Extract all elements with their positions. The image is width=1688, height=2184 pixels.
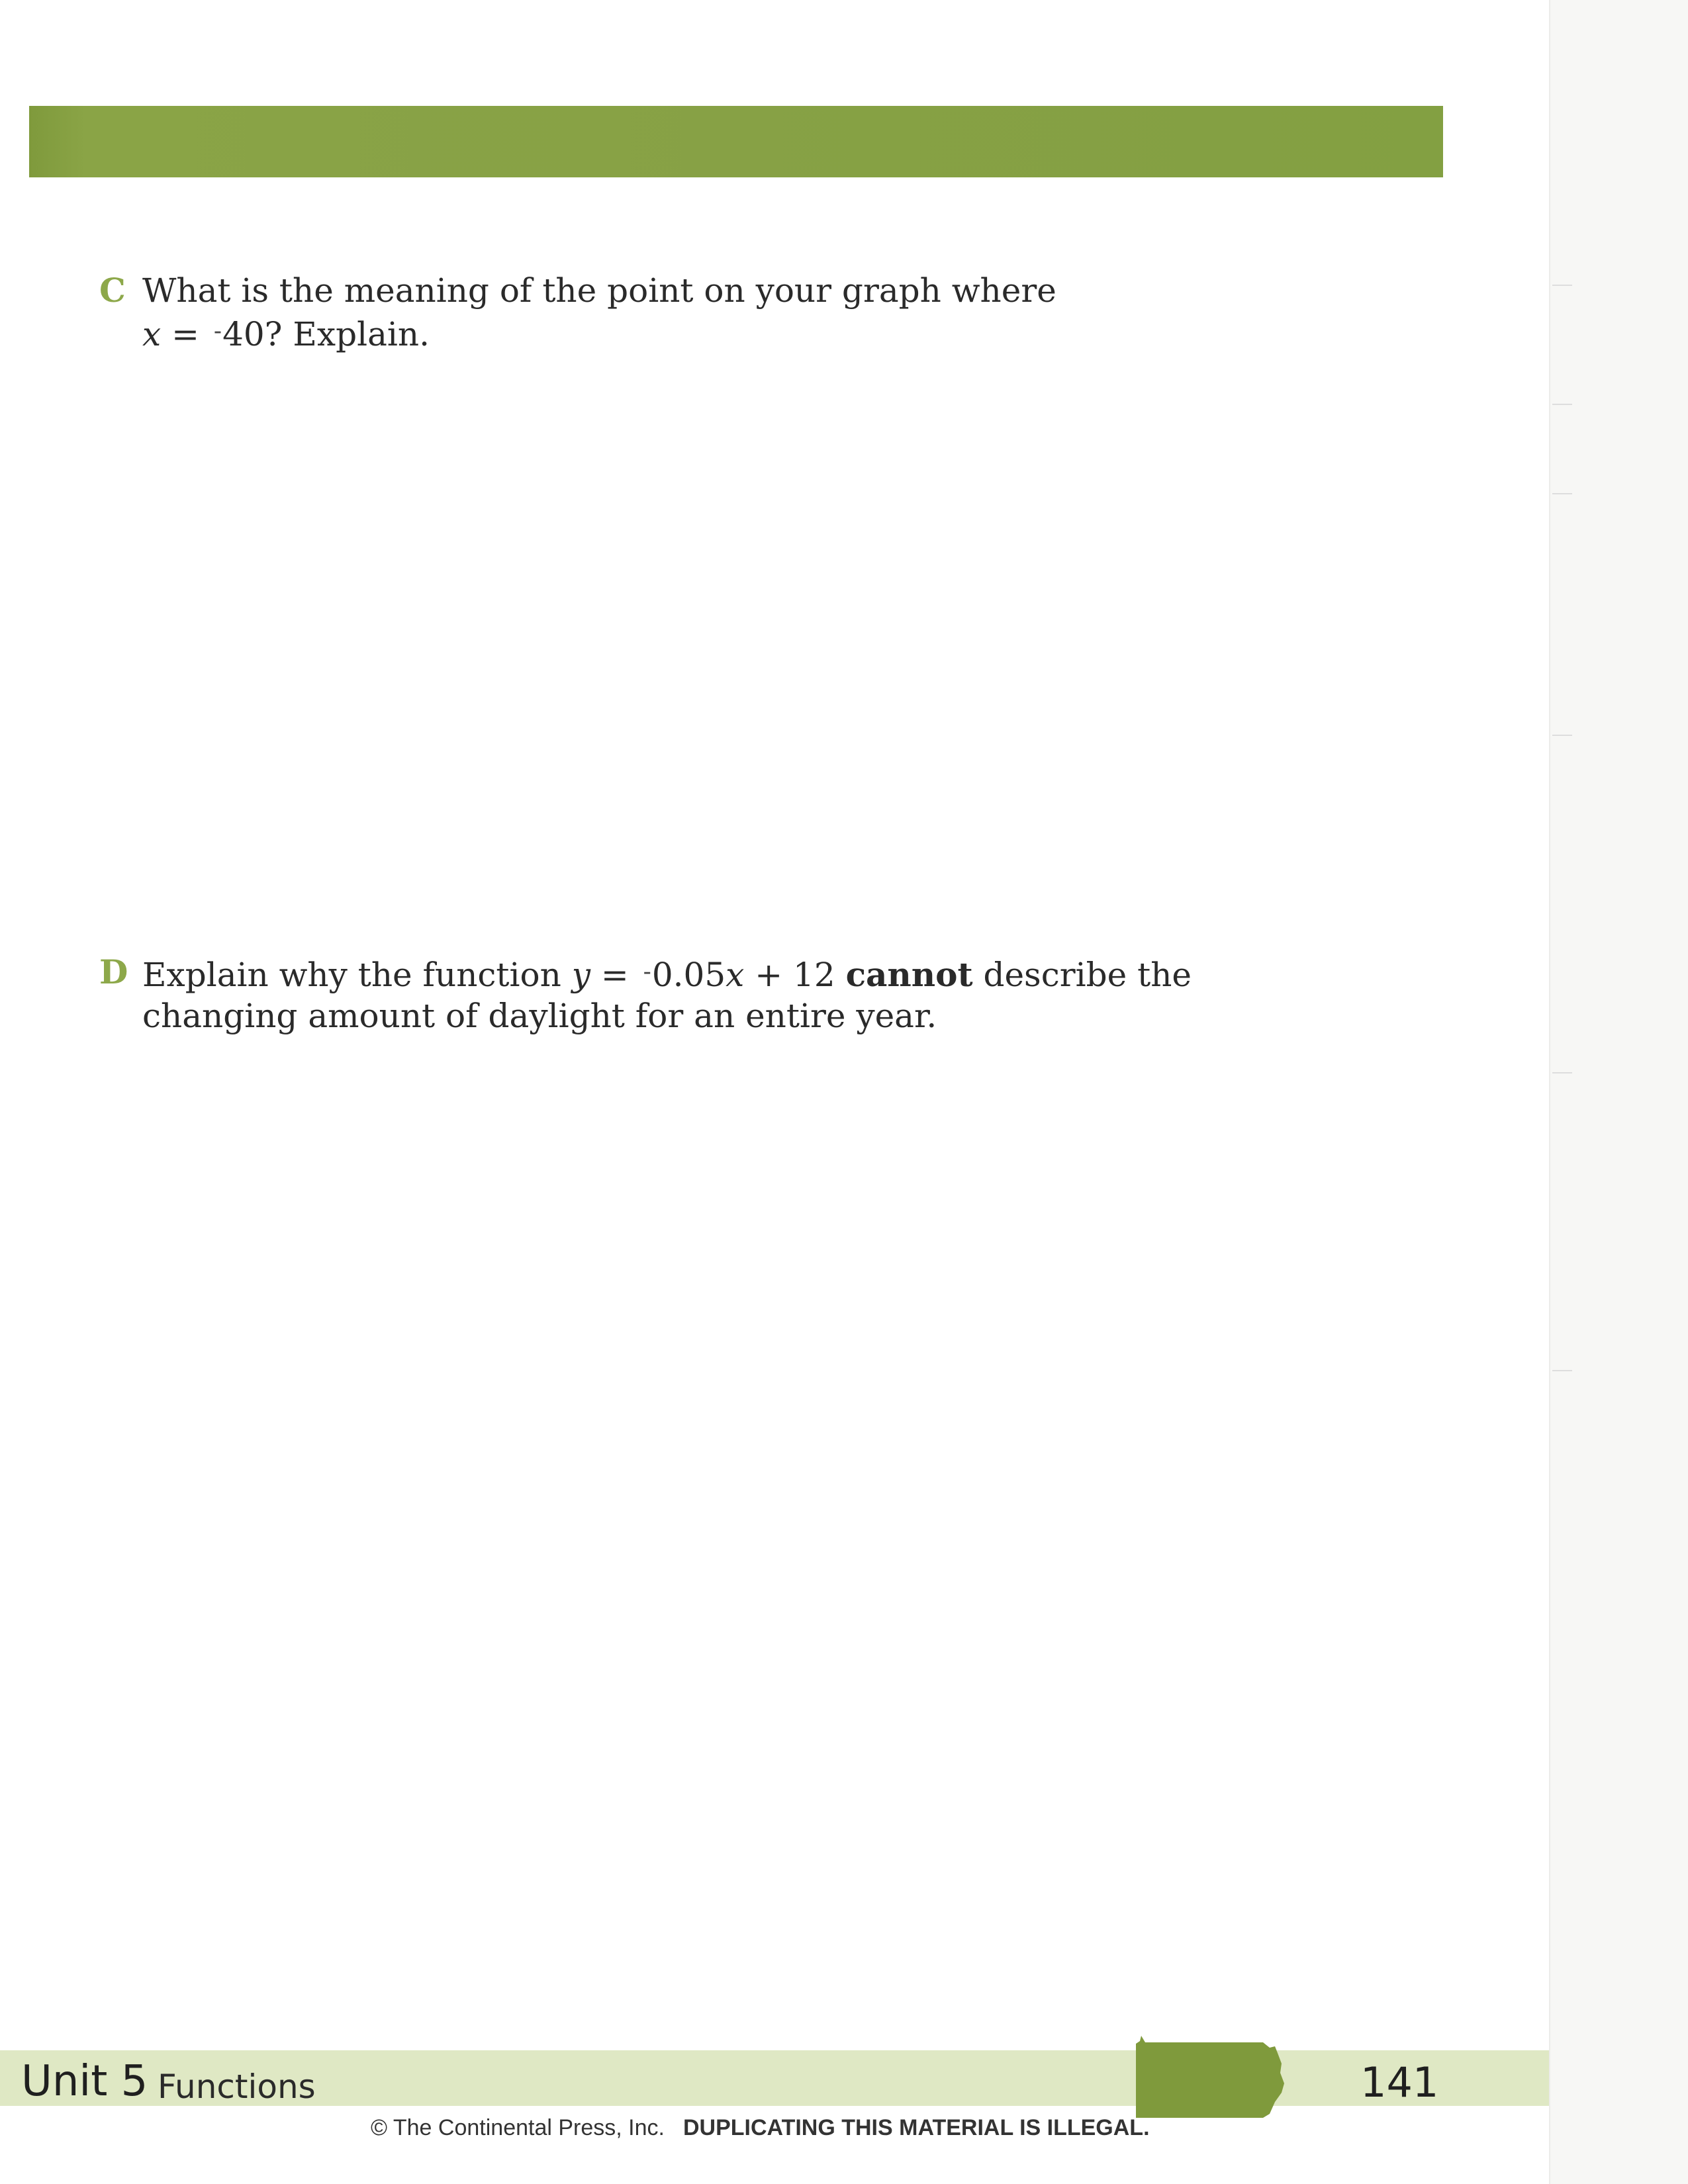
question-line [142,952,1192,995]
question-line: changing amount of daylight for an entire year. [142,997,937,1035]
equals-sign: = [590,956,639,994]
question-line [142,311,1158,355]
math-variable: x [142,315,162,353]
duplication-warning: DUPLICATING THIS MATERIAL IS ILLEGAL. [682,2115,1150,2140]
question-line: What is the meaning of the point on your graph where [142,271,1056,310]
question-text-part: describe the [972,956,1192,994]
margin-tick [1552,1072,1572,1073]
question-text [142,952,1192,1036]
unit-topic: Functions [158,2068,316,2106]
page-number: 141 [1360,2058,1439,2107]
negative-sign: - [643,958,651,985]
page-right-margin [1549,0,1688,2184]
margin-tick [1552,285,1572,286]
margin-tick [1552,404,1572,405]
negative-sign: - [213,318,222,345]
margin-tick [1552,493,1572,494]
unit-label: Unit 5 [21,2057,148,2106]
question-text [142,270,1158,355]
question-c [99,270,1158,355]
copyright-line [371,2115,1364,2141]
question-letter: C [99,271,126,310]
question-d [99,952,1192,1036]
math-variable: x [726,956,745,994]
question-text-part: Explain why the function [142,956,572,994]
margin-tick [1552,735,1572,736]
copyright-text: © The Continental Press, Inc. [371,2115,665,2140]
header-band [29,106,1443,177]
emphasis-word: cannot [845,955,973,994]
question-letter: D [99,952,128,991]
equals-sign: = [161,315,210,353]
question-text-rest: 40? Explain. [222,315,430,353]
question-text-part: + 12 [744,956,846,994]
margin-tick [1552,1370,1572,1371]
pennsylvania-state-icon [1133,2033,1287,2120]
coefficient: 0.05 [651,956,726,994]
math-variable: y [571,956,590,994]
